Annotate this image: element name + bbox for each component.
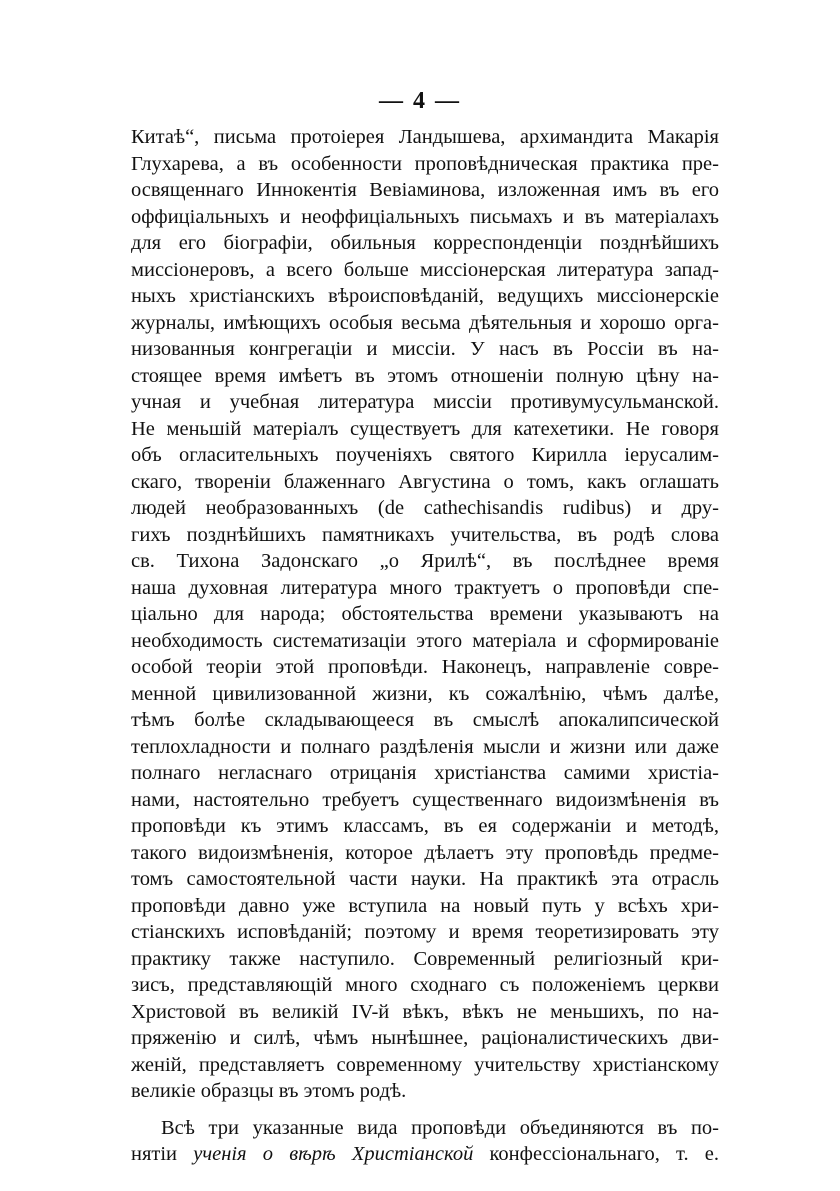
page-number: — 4 — xyxy=(379,88,461,114)
text-line: зисъ, представляющій много сходнаго съ положеніемъ церкви xyxy=(131,974,719,996)
text-line: наша духовная литература много трактуетъ о проповѣди спе- xyxy=(131,576,719,599)
text-line: нами, настоятельно требуетъ существеннаго видоизмѣненія въ xyxy=(131,788,719,811)
text-line: томъ самостоятельной части науки. На практикѣ эта отрасль xyxy=(131,868,719,890)
text-line: ныхъ христіанскихъ вѣроисповѣданій, ведущихъ миссіонерскіе xyxy=(131,285,719,307)
text-line xyxy=(131,1141,719,1168)
text-line: Глухарева, а въ особенности проповѣдническая практика пре- xyxy=(131,152,719,175)
body-text xyxy=(131,124,719,1168)
text-line: скаго, твореніи блаженнаго Августина о томъ, какъ оглашать xyxy=(131,470,719,493)
text-line: менной цивилизованной жизни, къ сожалѣнію, чѣмъ далѣе, xyxy=(131,682,719,705)
text-line: Христовой въ великій IV-й вѣкъ, вѣкъ не меньшихъ, по на- xyxy=(131,1000,719,1023)
text-line: практику также наступило. Современный религіозный кри- xyxy=(131,947,719,970)
text-line: журналы, имѣющихъ особыя весьма дѣятельныя и хорошо орга- xyxy=(131,311,719,334)
text-line: для его біографіи, обильныя корреспонденціи позднѣйшихъ xyxy=(131,232,719,254)
text-line: миссіонеровъ, а всего больше миссіонерская литература запад- xyxy=(131,258,719,281)
italic-phrase: ученія о вѣрѣ Христіанской xyxy=(193,1143,474,1165)
text-fragment: конфессіональнаго, т. е. xyxy=(489,1143,719,1165)
text-line: тѣмъ болѣе складывающееся въ смыслѣ апокалипсической xyxy=(131,709,719,731)
text-line: объ огласительныхъ поученіяхъ святого Кирилла іерусалим- xyxy=(131,444,719,466)
text-line: ціально для народа; обстоятельства времени указываютъ на xyxy=(131,603,719,625)
paragraph-1 xyxy=(131,124,719,1105)
text-fragment: нятіи xyxy=(131,1143,178,1165)
text-line: освященнаго Иннокентія Вевіаминова, изложенная имъ въ его xyxy=(131,179,719,201)
text-line: св. Тихона Задонскаго „о Ярилѣ“, въ послѣднее время xyxy=(131,550,719,572)
text-line: женій, представляетъ современному учительству христіанскому xyxy=(131,1053,719,1076)
text-line: такого видоизмѣненія, которое дѣлаетъ эту проповѣдь предме- xyxy=(131,841,719,864)
text-line: необходимость систематизаціи этого матеріала и сформированіе xyxy=(131,629,719,652)
text-line: проповѣди къ этимъ классамъ, въ ея содержаніи и методѣ, xyxy=(131,815,719,837)
paragraph-2 xyxy=(131,1115,719,1168)
text-line: учная и учебная литература миссіи противумусульманской. xyxy=(131,391,719,413)
text-line: гихъ позднѣйшихъ памятникахъ учительства, въ родѣ слова xyxy=(131,523,719,546)
text-line: людей необразованныхъ (de cathechisandis rudibus) и дру- xyxy=(131,497,719,519)
text-line: великіе образцы въ этомъ родѣ. xyxy=(131,1080,407,1102)
text-line: стоящее время имѣетъ въ этомъ отношеніи полную цѣну на- xyxy=(131,364,719,387)
text-line: Китаѣ“, письма протоіерея Ландышева, архимандита Макарія xyxy=(131,126,719,148)
text-line: полнаго негласнаго отрицанія христіанства самими христіа- xyxy=(131,762,719,784)
text-line: пряженію и силѣ, чѣмъ нынѣшнее, раціоналистическихъ дви- xyxy=(131,1027,719,1049)
text-line: особой теоріи этой проповѣди. Наконецъ, направленіе совре- xyxy=(131,656,719,678)
text-line: Всѣ три указанные вида проповѣди объединяются въ по- xyxy=(161,1116,719,1139)
text-line: Не меньшій матеріалъ существуетъ для катехетики. Не говоря xyxy=(131,417,719,440)
text-line: проповѣди давно уже вступила на новый путь у всѣхъ хри- xyxy=(131,894,719,917)
text-line: оффиціальныхъ и неоффиціальныхъ письмахъ и въ матеріалахъ xyxy=(131,205,719,228)
text-line: низованныя конгрегаціи и миссіи. У насъ въ Россіи въ на- xyxy=(131,338,719,360)
text-line: теплохладности и полнаго раздѣленія мысли и жизни или даже xyxy=(131,735,719,758)
paragraph-gap xyxy=(131,1105,719,1115)
text-line: стіанскихъ исповѣданій; поэтому и время теоретизировать эту xyxy=(131,921,719,943)
